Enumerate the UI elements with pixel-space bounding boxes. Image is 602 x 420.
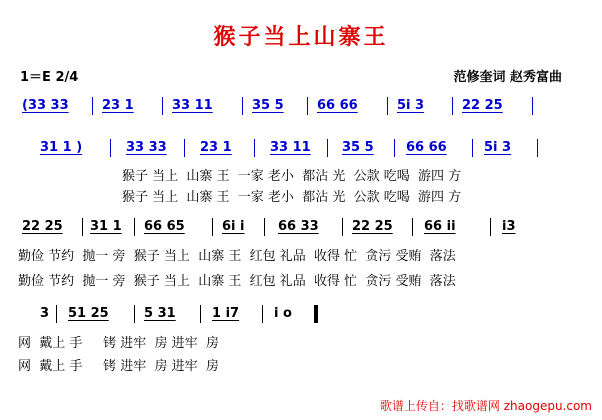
barline — [472, 139, 473, 157]
barline — [537, 139, 538, 157]
measure: 66 33 — [278, 219, 319, 234]
barline — [262, 305, 263, 323]
barline — [134, 305, 135, 323]
barline — [327, 139, 328, 157]
barline — [264, 218, 265, 236]
measure: 22 25 — [352, 219, 393, 234]
barline — [82, 218, 83, 236]
measure: 1 i7 — [212, 306, 240, 321]
lyric-line: 猴子 当上 山寨 王 一家 老小 都沾 光 公款 吃喝 游四 方 — [122, 169, 462, 184]
final-barline — [314, 305, 318, 323]
barline — [342, 218, 343, 236]
barline — [242, 97, 243, 115]
measure: 66 65 — [144, 219, 185, 234]
notation-line-4 — [22, 303, 582, 325]
measure: (33 33 — [22, 98, 69, 113]
barline — [200, 305, 201, 323]
barline — [532, 97, 533, 115]
barline — [394, 139, 395, 157]
measure: 31 1 — [90, 219, 122, 234]
barline — [490, 218, 491, 236]
key-signature: 1＝E 2/4 — [20, 70, 79, 85]
barline — [56, 305, 57, 323]
barline — [212, 218, 213, 236]
lyric-line: 勤俭 节约 抛一 旁 猴子 当上 山寨 王 红包 礼品 收得 忙 贪污 受贿 落法 — [18, 274, 456, 289]
measure: 31 1 ) — [40, 140, 83, 155]
measure: 5i 3 — [484, 140, 512, 155]
measure: 33 11 — [270, 140, 311, 155]
notation-line-2 — [22, 137, 582, 159]
measure: 22 25 — [462, 98, 503, 113]
source-footer: 歌谱上传自：找歌谱网 zhaogepu.com — [379, 399, 592, 413]
barline — [92, 97, 93, 115]
measure: 23 1 — [102, 98, 134, 113]
song-title: 猴子当上山寨王 — [213, 24, 389, 50]
measure: 3 — [40, 306, 50, 321]
measure: 66 66 — [317, 98, 358, 113]
measure: 6i i — [222, 219, 245, 234]
lyric-line: 网 戴上 手 铐 进牢 房 进牢 房 — [18, 359, 219, 374]
barline — [307, 97, 308, 115]
barline — [452, 97, 453, 115]
lyric-line: 猴子 当上 山寨 王 一家 老小 都沾 光 公款 吃喝 游四 方 — [122, 190, 462, 205]
lyric-line: 勤俭 节约 抛一 旁 猴子 当上 山寨 王 红包 礼品 收得 忙 贪污 受贿 落法 — [18, 249, 456, 264]
measure: i3 — [502, 219, 516, 234]
lyric-line: 网 戴上 手 铐 进牢 房 进牢 房 — [18, 336, 219, 351]
barline — [134, 218, 135, 236]
barline — [254, 139, 255, 157]
measure: 33 33 — [126, 140, 167, 155]
measure: 35 5 — [342, 140, 374, 155]
credits: 范修奎词 赵秀富曲 — [453, 70, 562, 85]
barline — [162, 97, 163, 115]
measure: 5 31 — [144, 306, 176, 321]
measure: 5i 3 — [397, 98, 425, 113]
barline — [184, 139, 185, 157]
measure: 66 ii — [424, 219, 456, 234]
notation-line-1 — [22, 95, 582, 117]
measure: 51 25 — [68, 306, 109, 321]
barline — [412, 218, 413, 236]
barline — [110, 139, 111, 157]
measure: 66 66 — [406, 140, 447, 155]
measure: 35 5 — [252, 98, 284, 113]
measure: 22 25 — [22, 219, 63, 234]
measure: 23 1 — [200, 140, 232, 155]
measure: 33 11 — [172, 98, 213, 113]
notation-line-3 — [22, 216, 582, 238]
barline — [387, 97, 388, 115]
measure: i o — [274, 306, 292, 321]
